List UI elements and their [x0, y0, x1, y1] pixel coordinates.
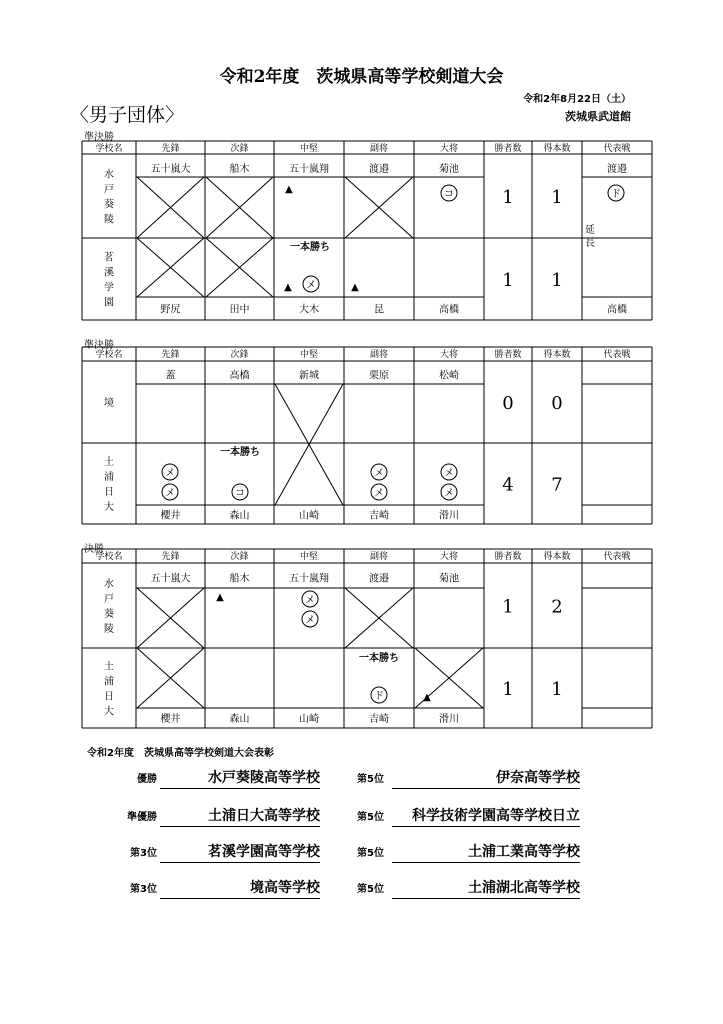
- player-name: 渡邉: [369, 164, 389, 175]
- award-school: 境高等学校: [160, 877, 320, 899]
- player-name: 野尻: [160, 304, 181, 316]
- award-place: 第5位: [357, 812, 384, 823]
- document-title: 令和2年度 茨城県高等学校剣道大会: [219, 67, 504, 87]
- mark-letter: コ: [235, 488, 245, 499]
- award-school: 土浦湖北高等学校: [392, 877, 580, 899]
- player-name: 櫻井: [160, 714, 181, 725]
- column-header: 得本数: [543, 350, 571, 360]
- wins-count: 1: [502, 596, 514, 618]
- division-label: 〈男子団体〉: [70, 104, 185, 126]
- ippon-label: 一本勝ち: [290, 242, 330, 253]
- column-header: 先鋒: [161, 350, 180, 360]
- player-name: 森山: [229, 714, 250, 725]
- award-place: 第3位: [130, 884, 157, 895]
- award-place: 第5位: [357, 848, 384, 859]
- event-venue: 茨城県武道館: [565, 110, 631, 123]
- points-count: 1: [551, 187, 563, 208]
- school-name: 陵: [104, 214, 114, 226]
- rep-name: 渡邉: [607, 164, 627, 175]
- mark-letter: メ: [374, 468, 384, 479]
- wins-count: 0: [502, 393, 514, 414]
- mark-letter: ド: [611, 189, 621, 200]
- kote-mark: [441, 185, 457, 201]
- player-name: 五十嵐翔: [289, 164, 329, 175]
- player-name: 森山: [229, 510, 250, 522]
- column-header: 大将: [439, 144, 459, 154]
- ippon-label: 一本勝ち: [220, 447, 260, 458]
- column-header: 副将: [369, 144, 389, 154]
- round-label-semifinal-1: 準決勝: [84, 132, 114, 143]
- do-mark: [608, 185, 624, 201]
- school-name: 茗: [104, 252, 114, 264]
- school-name: 戸: [104, 184, 114, 196]
- player-name: 船木: [229, 573, 250, 585]
- column-header: 先鋒: [161, 144, 180, 154]
- player-name: 櫻井: [160, 510, 181, 522]
- extension-label: 長: [585, 238, 595, 249]
- men-mark: [441, 464, 457, 480]
- player-name: 吉崎: [369, 714, 389, 725]
- men-mark: [441, 484, 457, 500]
- foul-triangle: ▲: [285, 184, 293, 195]
- men-mark: [302, 591, 318, 607]
- award-school: 水戸葵陵高等学校: [160, 767, 320, 789]
- round-label-final: 決勝: [84, 544, 104, 555]
- men-mark: [302, 611, 318, 627]
- foul-triangle: ▲: [351, 282, 359, 293]
- mark-letter: メ: [444, 488, 454, 499]
- award-school: 伊奈高等学校: [392, 767, 580, 789]
- school-name: 溪: [104, 267, 114, 279]
- school-name: 葵: [104, 609, 114, 620]
- extension-label: 延: [585, 225, 595, 236]
- men-mark: [371, 464, 387, 480]
- school-name: 水: [104, 579, 114, 590]
- foul-triangle: ▲: [284, 282, 292, 293]
- school-name: 日: [104, 487, 114, 498]
- player-name: 高橋: [229, 370, 250, 382]
- player-name: 松崎: [439, 370, 459, 382]
- school-name: 陵: [104, 624, 114, 635]
- award-school: 土浦日大高等学校: [160, 805, 320, 827]
- column-header: 得本数: [543, 552, 571, 562]
- player-name: 昆: [374, 304, 384, 316]
- column-header: 代表戦: [603, 552, 631, 562]
- school-name: 学: [104, 282, 114, 294]
- player-name: 山崎: [299, 510, 319, 522]
- school-name: 浦: [104, 676, 114, 688]
- points-count: 1: [551, 270, 563, 291]
- column-header: 学校名: [95, 144, 123, 154]
- player-name: 渡邉: [369, 573, 389, 585]
- mark-letter: メ: [306, 280, 316, 291]
- player-name: 山崎: [299, 714, 319, 725]
- points-count: 2: [551, 596, 563, 618]
- player-name: 船木: [229, 164, 250, 175]
- mark-letter: メ: [444, 468, 454, 479]
- player-name: 滑川: [439, 714, 459, 725]
- column-header: 大将: [439, 350, 459, 360]
- award-place: 準優勝: [127, 812, 157, 823]
- player-name: 五十嵐翔: [289, 573, 329, 585]
- column-header: 勝者数: [494, 144, 522, 154]
- ippon-label: 一本勝ち: [359, 653, 399, 664]
- mark-letter: コ: [444, 189, 454, 200]
- award-school: 茗溪学園高等学校: [160, 841, 320, 863]
- column-header: 代表戦: [603, 350, 631, 360]
- do-mark: [371, 687, 387, 703]
- award-school: 土浦工業高等学校: [392, 841, 580, 863]
- mark-letter: メ: [165, 468, 175, 479]
- column-header: 副将: [369, 350, 389, 360]
- column-header: 中堅: [299, 552, 319, 562]
- school-name: 日: [104, 691, 114, 703]
- kote-mark: [232, 484, 248, 500]
- player-name: 蓋: [165, 370, 176, 382]
- player-name: 大木: [299, 304, 319, 316]
- player-name: 田中: [229, 304, 250, 316]
- men-mark: [162, 464, 178, 480]
- column-header: 副将: [369, 552, 389, 562]
- column-header: 中堅: [299, 144, 319, 154]
- school-name: 大: [104, 706, 114, 718]
- wins-count: 1: [502, 187, 514, 208]
- column-header: 次鋒: [230, 552, 249, 562]
- column-header: 勝者数: [494, 552, 522, 562]
- player-name: 五十嵐大: [150, 164, 191, 175]
- event-date: 令和2年8月22日（土）: [523, 94, 631, 105]
- school-name: 土: [104, 661, 114, 673]
- player-name: 新城: [299, 370, 319, 382]
- player-name: 菊池: [439, 573, 459, 585]
- award-place: 第5位: [357, 884, 384, 895]
- award-place: 第5位: [357, 774, 384, 785]
- column-header: 先鋒: [161, 552, 180, 562]
- column-header: 勝者数: [494, 350, 522, 360]
- school-name: 境: [104, 398, 114, 409]
- rep-name: 高橋: [607, 304, 627, 316]
- mark-letter: メ: [305, 595, 315, 606]
- column-header: 代表戦: [603, 144, 631, 154]
- awards-title: 令和2年度 茨城県高等学校剣道大会表彰: [87, 748, 274, 759]
- points-count: 0: [551, 393, 563, 414]
- men-mark: [371, 484, 387, 500]
- column-header: 中堅: [299, 350, 319, 360]
- player-name: 高橋: [439, 304, 459, 316]
- column-header: 得本数: [543, 144, 571, 154]
- player-name: 滑川: [439, 510, 459, 522]
- column-header: 大将: [439, 552, 459, 562]
- column-header: 学校名: [95, 552, 123, 562]
- mark-letter: ド: [374, 691, 384, 702]
- round-label-semifinal-2: 準決勝: [84, 340, 114, 351]
- wins-count: 1: [502, 270, 514, 291]
- school-name: 園: [104, 297, 114, 309]
- player-name: 栗原: [369, 370, 389, 382]
- wins-count: 4: [502, 474, 514, 496]
- school-name: 葵: [104, 199, 114, 211]
- school-name: 浦: [104, 472, 114, 483]
- award-school: 科学技術学園高等学校日立: [392, 805, 580, 827]
- player-name: 菊池: [439, 164, 459, 175]
- player-name: 吉崎: [369, 510, 389, 522]
- points-count: 1: [551, 679, 563, 700]
- award-place: 第3位: [130, 848, 157, 859]
- wins-count: 1: [502, 679, 514, 700]
- school-name: 大: [104, 502, 114, 513]
- foul-triangle: ▲: [423, 692, 431, 703]
- column-header: 次鋒: [230, 144, 249, 154]
- mark-letter: メ: [165, 488, 175, 499]
- school-name: 土: [104, 457, 114, 468]
- foul-triangle: ▲: [216, 592, 224, 603]
- men-mark: [303, 276, 319, 292]
- men-mark: [162, 484, 178, 500]
- mark-letter: メ: [305, 615, 315, 626]
- mark-letter: メ: [374, 488, 384, 499]
- school-name: 水: [104, 169, 114, 181]
- points-count: 7: [551, 474, 563, 496]
- column-header: 次鋒: [230, 350, 249, 360]
- award-place: 優勝: [137, 774, 157, 785]
- school-name: 戸: [104, 594, 114, 605]
- column-header: 学校名: [95, 350, 123, 360]
- player-name: 五十嵐大: [150, 573, 191, 585]
